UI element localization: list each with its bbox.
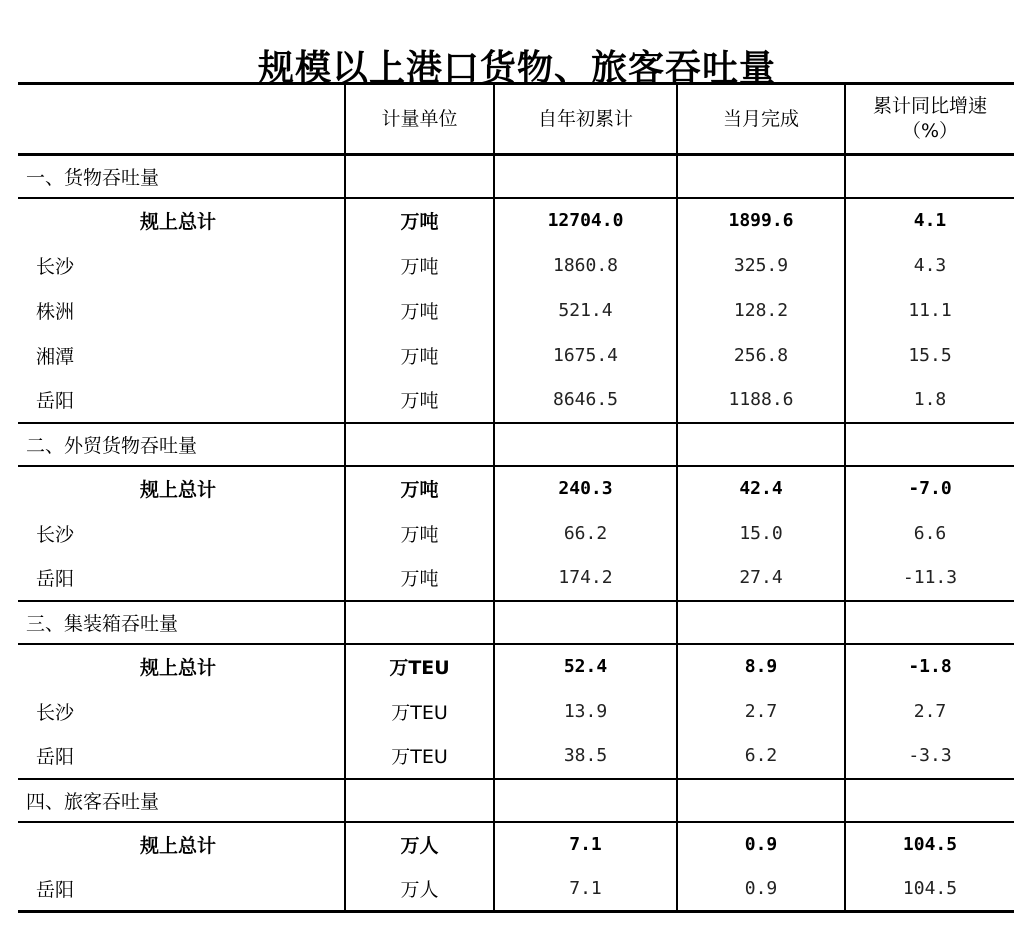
row-month-value: 6.2 xyxy=(677,734,845,779)
table-row xyxy=(18,378,1014,423)
row-name: 岳阳 xyxy=(18,867,345,912)
section-title: 一、货物吞吐量 xyxy=(18,155,345,198)
row-name: 规上总计 xyxy=(140,479,217,501)
page-title: 规模以上港口货物、旅客吞吐量 xyxy=(257,48,776,90)
row-unit: 万TEU xyxy=(345,689,494,734)
row-ytd-value: 12704.0 xyxy=(494,198,677,243)
row-month-value: 2.7 xyxy=(677,689,845,734)
row-growth-value: 4.3 xyxy=(845,243,1014,288)
section-empty-cell xyxy=(345,779,494,822)
section-empty-cell xyxy=(677,423,845,466)
row-unit: 万吨 xyxy=(345,556,494,601)
table-body xyxy=(18,155,1014,912)
row-growth-value: 2.7 xyxy=(845,689,1014,734)
section-empty-cell xyxy=(845,423,1014,466)
row-growth-value: 1.8 xyxy=(845,378,1014,423)
row-growth-value: 104.5 xyxy=(845,822,1014,867)
row-month-value: 128.2 xyxy=(677,288,845,333)
table-row xyxy=(18,867,1014,912)
row-name: 长沙 xyxy=(36,255,75,278)
total-row xyxy=(18,198,1014,243)
row-name: 规上总计 xyxy=(140,835,217,857)
section-empty-cell xyxy=(345,601,494,644)
row-growth-value: -1.8 xyxy=(845,644,1014,689)
row-ytd-value: 7.1 xyxy=(494,822,677,867)
section-empty-cell xyxy=(494,779,677,822)
row-ytd-value: 13.9 xyxy=(494,689,677,734)
section-empty-cell xyxy=(494,601,677,644)
header-growth-line2: （%） xyxy=(901,120,959,142)
row-month-value: 8.9 xyxy=(677,644,845,689)
row-name: 长沙 xyxy=(36,701,75,724)
row-month-value: 256.8 xyxy=(677,333,845,378)
row-month-value: 42.4 xyxy=(677,466,845,511)
row-unit: 万吨 xyxy=(345,378,494,423)
row-ytd-value: 1860.8 xyxy=(494,243,677,288)
table-row xyxy=(18,243,1014,288)
table-row xyxy=(18,333,1014,378)
row-month-value: 1188.6 xyxy=(677,378,845,423)
header-row xyxy=(18,84,1014,155)
row-unit: 万吨 xyxy=(345,288,494,333)
section-empty-cell xyxy=(345,423,494,466)
row-ytd-value: 521.4 xyxy=(494,288,677,333)
row-growth-value: -3.3 xyxy=(845,734,1014,779)
row-name: 规上总计 xyxy=(140,211,217,233)
row-growth-value: 6.6 xyxy=(845,511,1014,556)
row-month-value: 0.9 xyxy=(677,822,845,867)
section-title: 四、旅客吞吐量 xyxy=(18,779,345,822)
row-growth-value: 104.5 xyxy=(845,867,1014,912)
header-unit: 计量单位 xyxy=(345,84,494,155)
header-growth-line1: 累计同比增速 xyxy=(872,95,987,117)
row-ytd-value: 38.5 xyxy=(494,734,677,779)
header-growth xyxy=(845,84,1014,155)
table-row xyxy=(18,689,1014,734)
row-unit: 万吨 xyxy=(345,466,494,511)
row-month-value: 325.9 xyxy=(677,243,845,288)
row-ytd-value: 66.2 xyxy=(494,511,677,556)
section-empty-cell xyxy=(677,601,845,644)
row-growth-value: 4.1 xyxy=(845,198,1014,243)
section-empty-cell xyxy=(494,423,677,466)
row-unit: 万吨 xyxy=(345,511,494,556)
row-ytd-value: 174.2 xyxy=(494,556,677,601)
row-unit: 万TEU xyxy=(345,644,494,689)
section-header-row xyxy=(18,423,1014,466)
row-name: 湘潭 xyxy=(36,345,75,368)
total-row xyxy=(18,644,1014,689)
row-month-value: 1899.6 xyxy=(677,198,845,243)
row-unit: 万吨 xyxy=(345,243,494,288)
table-row xyxy=(18,734,1014,779)
row-ytd-value: 240.3 xyxy=(494,466,677,511)
row-growth-value: 11.1 xyxy=(845,288,1014,333)
header-ytd: 自年初累计 xyxy=(494,84,677,155)
row-ytd-value: 8646.5 xyxy=(494,378,677,423)
row-name: 规上总计 xyxy=(140,657,217,679)
row-growth-value: 15.5 xyxy=(845,333,1014,378)
table-row xyxy=(18,288,1014,333)
row-unit: 万吨 xyxy=(345,198,494,243)
section-header-row xyxy=(18,779,1014,822)
section-header-row xyxy=(18,155,1014,198)
section-title: 三、集装箱吞吐量 xyxy=(18,601,345,644)
header-item-name xyxy=(18,84,345,155)
row-ytd-value: 7.1 xyxy=(494,867,677,912)
section-empty-cell xyxy=(845,155,1014,198)
section-empty-cell xyxy=(677,155,845,198)
row-name: 长沙 xyxy=(36,523,75,546)
port-throughput-table xyxy=(18,82,1014,913)
row-unit: 万人 xyxy=(345,822,494,867)
row-ytd-value: 52.4 xyxy=(494,644,677,689)
row-unit: 万人 xyxy=(345,867,494,912)
row-name: 株洲 xyxy=(36,300,75,323)
table-header xyxy=(18,84,1014,155)
section-empty-cell xyxy=(845,601,1014,644)
row-unit: 万吨 xyxy=(345,333,494,378)
section-empty-cell xyxy=(677,779,845,822)
row-name: 岳阳 xyxy=(36,390,75,412)
row-name: 岳阳 xyxy=(36,568,75,590)
table-row xyxy=(18,511,1014,556)
row-month-value: 15.0 xyxy=(677,511,845,556)
row-unit: 万TEU xyxy=(345,734,494,779)
row-ytd-value: 1675.4 xyxy=(494,333,677,378)
table-row xyxy=(18,556,1014,601)
header-month: 当月完成 xyxy=(677,84,845,155)
section-empty-cell xyxy=(845,779,1014,822)
row-growth-value: -7.0 xyxy=(845,466,1014,511)
total-row xyxy=(18,822,1014,867)
row-growth-value: -11.3 xyxy=(845,556,1014,601)
section-title: 二、外贸货物吞吐量 xyxy=(18,423,345,466)
section-empty-cell xyxy=(345,155,494,198)
section-header-row xyxy=(18,601,1014,644)
row-name: 岳阳 xyxy=(36,746,75,768)
section-empty-cell xyxy=(494,155,677,198)
row-month-value: 27.4 xyxy=(677,556,845,601)
total-row xyxy=(18,466,1014,511)
row-month-value: 0.9 xyxy=(677,867,845,912)
